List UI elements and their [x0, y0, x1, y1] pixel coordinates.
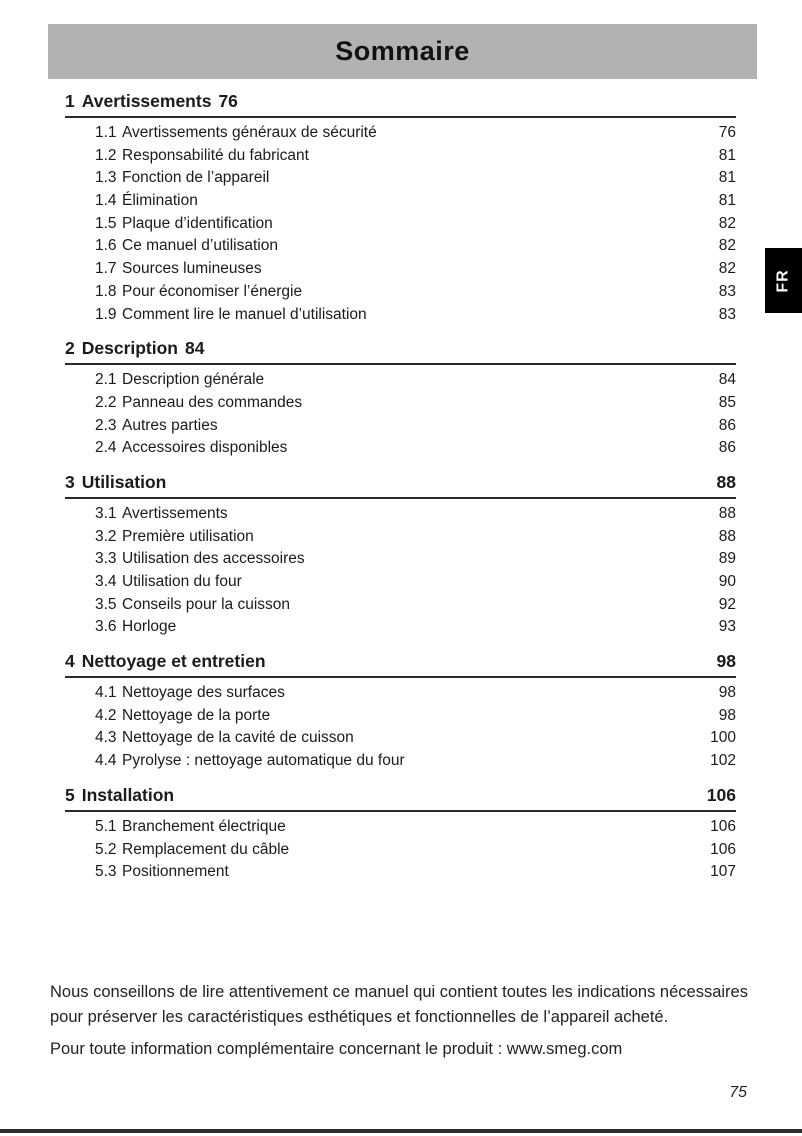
toc-entry-title: Description générale	[122, 371, 265, 389]
toc-entry-number: 1.6	[95, 237, 117, 255]
language-tab-label: FR	[774, 268, 792, 293]
toc-section-entries	[65, 499, 736, 641]
toc-entry-title: Pour économiser l’énergie	[122, 282, 303, 300]
toc-section-page: 98	[716, 651, 736, 672]
toc-entry-title: Horloge	[122, 618, 177, 636]
toc-entry-number: 3.4	[95, 573, 117, 590]
toc-section-heading	[65, 338, 736, 365]
toc-entry-title: Utilisation du four	[122, 573, 242, 590]
toc-entry-number: 5.3	[95, 863, 117, 881]
toc-entry	[65, 839, 736, 862]
toc-entry	[65, 437, 736, 460]
toc-entry-title: Branchement électrique	[122, 817, 286, 835]
toc-section-entries	[65, 812, 736, 886]
toc-entry	[65, 145, 736, 168]
toc-entry-page: 92	[718, 595, 736, 613]
toc-entry	[65, 369, 736, 392]
toc-entry-title: Autres parties	[122, 416, 218, 434]
toc-section-page: 84	[185, 338, 205, 359]
toc-entry	[65, 304, 736, 327]
toc-entry-number: 1.2	[95, 146, 117, 164]
toc-section-heading	[65, 785, 736, 812]
toc-entry-page: 98	[718, 684, 736, 702]
toc-entry	[65, 682, 736, 705]
table-of-contents	[65, 91, 736, 886]
toc-entry	[65, 571, 736, 594]
toc-entry	[65, 235, 736, 258]
toc-section-title: Avertissements	[81, 91, 212, 111]
toc-section-number: 5	[65, 784, 75, 805]
toc-entry	[65, 727, 736, 750]
toc-entry-title: Panneau des commandes	[122, 393, 303, 411]
toc-entry-number: 3.5	[95, 595, 117, 613]
toc-entry-title: Élimination	[122, 192, 198, 210]
toc-section-title: Description	[81, 338, 179, 359]
toc-entry-number: 3.2	[95, 527, 117, 545]
toc-entry-title: Nettoyage des surfaces	[122, 684, 285, 702]
toc-entry-page: 76	[718, 124, 736, 141]
toc-entry-title: Avertissements	[122, 504, 228, 522]
toc-entry-page: 81	[718, 169, 736, 187]
toc-entry-page: 93	[718, 618, 736, 636]
toc-entry	[65, 503, 736, 526]
toc-entry-page: 102	[710, 752, 736, 770]
toc-section-number: 3	[65, 471, 75, 492]
toc-entry-page: 83	[718, 282, 736, 300]
toc-entry-title: Comment lire le manuel d’utilisation	[122, 305, 367, 323]
toc-entry	[65, 750, 736, 773]
toc-entry-number: 2.1	[95, 371, 117, 389]
footer-paragraph: Nous conseillons de lire attentivement ce manuel qui contient toutes les indications nécessaires pour préserver les caractéristiques esthétiques et fonctionnelles de l’appareil acheté.	[50, 983, 748, 1026]
toc-section-page: 88	[716, 471, 736, 492]
toc-entry-title: Avertissements généraux de sécurité	[122, 124, 377, 141]
toc-entry-page: 84	[718, 371, 736, 389]
toc-entry-page: 107	[710, 863, 736, 881]
toc-entry	[65, 705, 736, 728]
toc-entry	[65, 816, 736, 839]
toc-entry-page: 83	[718, 305, 736, 323]
toc-section-number: 2	[65, 338, 75, 359]
toc-entry-number: 1.1	[95, 124, 117, 141]
toc-entry	[65, 616, 736, 639]
toc-entry-page: 82	[718, 214, 736, 232]
toc-entry-title: Accessoires disponibles	[122, 439, 288, 457]
page-title-band	[48, 24, 757, 79]
toc-entry	[65, 190, 736, 213]
toc-entry-page: 86	[718, 416, 736, 434]
toc-entry	[65, 258, 736, 281]
toc-entry-page: 85	[718, 393, 736, 411]
toc-entry	[65, 548, 736, 571]
language-tab	[765, 248, 802, 313]
toc-entry-title: Plaque d’identification	[122, 214, 273, 232]
toc-section-heading	[65, 472, 736, 499]
toc-entry-number: 4.1	[95, 684, 117, 702]
toc-entry-page: 98	[718, 706, 736, 724]
toc-entry-title: Première utilisation	[122, 527, 254, 545]
toc-entry-number: 4.2	[95, 706, 117, 724]
toc-entry-number: 3.1	[95, 504, 117, 522]
toc-section-page: 76	[218, 91, 238, 111]
toc-entry	[65, 167, 736, 190]
toc-entry	[65, 526, 736, 549]
toc-section-heading	[65, 91, 736, 118]
toc-entry-title: Ce manuel d’utilisation	[122, 237, 278, 255]
toc-entry-title: Conseils pour la cuisson	[122, 595, 291, 613]
toc-section-entries	[65, 118, 736, 328]
toc-entry-number: 2.3	[95, 416, 117, 434]
toc-entry-number: 1.4	[95, 192, 117, 210]
toc-entry-number: 4.3	[95, 729, 117, 747]
toc-entry-number: 2.4	[95, 439, 117, 457]
toc-entry-page: 88	[718, 527, 736, 545]
toc-entry-page: 82	[718, 260, 736, 278]
toc-entry	[65, 213, 736, 236]
toc-entry-number: 1.5	[95, 214, 117, 232]
toc-entry-number: 1.7	[95, 260, 117, 278]
toc-entry-title: Utilisation des accessoires	[122, 550, 305, 568]
toc-entry	[65, 392, 736, 415]
toc-section-entries	[65, 678, 736, 775]
toc-entry-page: 86	[718, 439, 736, 457]
toc-entry-title: Remplacement du câble	[122, 840, 290, 858]
toc-section-heading	[65, 651, 736, 678]
toc-section-number: 1	[65, 91, 75, 111]
bottom-edge-line	[0, 1129, 802, 1133]
toc-entry-page: 90	[718, 573, 736, 590]
toc-entry-number: 1.3	[95, 169, 117, 187]
toc-entry	[65, 415, 736, 438]
toc-section-title: Utilisation	[81, 471, 167, 492]
toc-entry-page: 106	[710, 817, 736, 835]
toc-entry-number: 5.1	[95, 817, 117, 835]
toc-entry-number: 2.2	[95, 393, 117, 411]
toc-entry-page: 89	[718, 550, 736, 568]
toc-entry-page: 81	[718, 146, 736, 164]
toc-section-number: 4	[65, 651, 75, 672]
toc-entry-page: 81	[718, 192, 736, 210]
toc-entry-number: 1.9	[95, 305, 117, 323]
toc-section-page: 106	[706, 784, 736, 805]
toc-entry-page: 106	[710, 840, 736, 858]
toc-entry	[65, 122, 736, 145]
footer-note	[50, 980, 750, 1062]
toc-entry	[65, 281, 736, 304]
toc-entry-title: Pyrolyse : nettoyage automatique du four	[122, 752, 405, 770]
toc-entry-title: Responsabilité du fabricant	[122, 146, 309, 164]
toc-entry	[65, 861, 736, 884]
toc-entry-number: 1.8	[95, 282, 117, 300]
footer-paragraph: Pour toute information complémentaire concernant le produit : www.smeg.com	[50, 1040, 623, 1058]
page-title: Sommaire	[335, 36, 470, 66]
page-number: 75	[729, 1084, 747, 1101]
toc-entry-title: Fonction de l’appareil	[122, 169, 270, 187]
toc-entry-number: 3.3	[95, 550, 117, 568]
toc-entry-title: Sources lumineuses	[122, 260, 262, 278]
toc-entry	[65, 594, 736, 617]
toc-entry-title: Nettoyage de la porte	[122, 706, 271, 724]
toc-section-title: Installation	[81, 784, 175, 805]
toc-entry-number: 4.4	[95, 752, 117, 770]
toc-entry-number: 5.2	[95, 840, 117, 858]
toc-section-entries	[65, 365, 736, 462]
toc-entry-page: 100	[710, 729, 736, 747]
toc-entry-page: 88	[718, 504, 736, 522]
toc-entry-title: Positionnement	[122, 863, 229, 881]
toc-entry-number: 3.6	[95, 618, 117, 636]
toc-section-title: Nettoyage et entretien	[81, 651, 266, 672]
toc-entry-page: 82	[718, 237, 736, 255]
toc-entry-title: Nettoyage de la cavité de cuisson	[122, 729, 354, 747]
